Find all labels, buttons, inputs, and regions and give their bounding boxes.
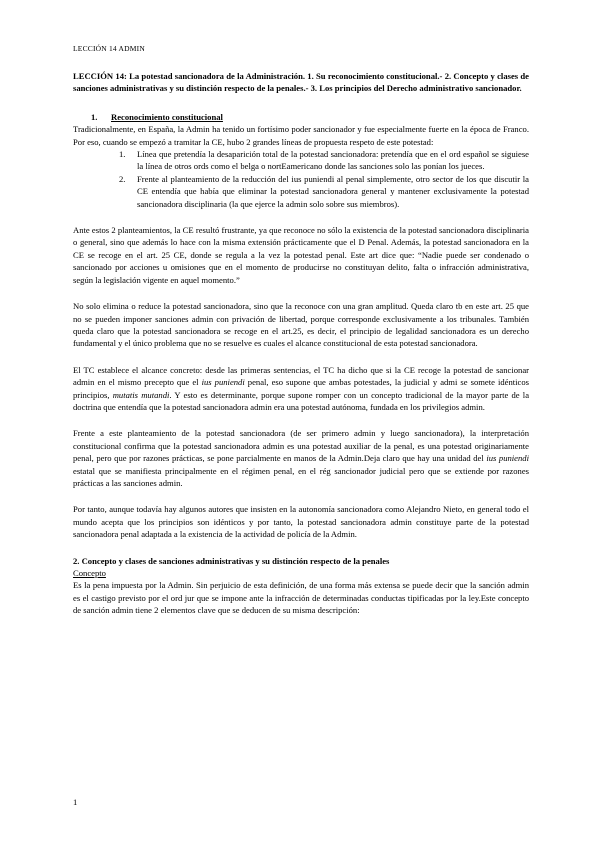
paragraph: Es la pena impuesta por la Admin. Sin perjuicio de esta definición, de una forma más extensa se puede decir que la sanción admin es el castigo previsto por el ord jur que se impone ante la infracción de determinadas conductas tipificadas por la ley.Este concepto de sanción admin tiene 2 elementos clave que se deducen de su misma descripción: <box>73 580 529 616</box>
list-item <box>73 173 529 210</box>
paragraph: No solo elimina o reduce la potestad sancionadora, sino que la reconoce con una gran amplitud. Queda claro tb en este art. 25 que no se pueden imponer sanciones admin con privación de libertad, porque corresponde exclusivamente a los tribunales. También queda claro que la potestad sancionadora se recoge en el art.25, es decir, el principio de legalidad sancionadora es un derecho fundamental y el único problema que no se resuelve es cuales el alcance constitucional de esta potestad sancionadora. <box>73 301 529 349</box>
list-item <box>73 148 529 173</box>
text-run: Frente a este planteamiento de la potestad sancionadora (de ser primero admin y luego sancionadora), la interpretación constitucional confirma que la potestad sancionadora admin es una potestad auxiliar de la penal, es una potestad originariamente penal, pero que por razones prácticas, se pone parcialmente en manos de la Admin.Deja claro que hay una unidad del <box>73 428 529 464</box>
section-1-title: Reconocimiento constitucional <box>111 111 223 122</box>
list-item-number: 1. <box>119 149 126 160</box>
list-item-number: 2. <box>119 173 126 184</box>
paragraph <box>73 427 529 489</box>
text-run: estatal que se manifiesta principalmente en el régimen penal, en el rég sancionador judicial pero que se extiende por razones prácticas a las sanciones admin. <box>73 465 529 488</box>
paragraph: Ante estos 2 planteamientos, la CE resultó frustrante, ya que reconoce no sólo la existencia de la potestad sancionadora disciplinaria o general, sino que además lo hace con la misma extensión prácticamente que el D Penal. Además, la potestad sancionadora en la CE se recoge en el art. 25 CE, donde se regula a la vez la potestad penal. Este art dice que: “Nadie puede ser condenado o sancionado por acciones u omisiones que en el momento de producirse no constituyan delito, falta o infracción administrativa, según la legislación vigente en aquel momento.” <box>73 225 529 285</box>
section-1-heading <box>91 111 529 123</box>
section-2-subheading: Concepto <box>73 568 106 578</box>
text-run: . Y esto es determinante, porque supone romper con un concepto tradicional de la mayor parte de la doctrina que entendía que la potestad sancionadora admin era una potestad autónoma, fundada en los privilegios admin. <box>73 389 530 412</box>
italic-term: ius puniendi <box>486 453 529 464</box>
paragraph: Por tanto, aunque todavía hay algunos autores que insisten en la autonomía sancionadora como Alejandro Nieto, en general todo el mundo acepta que los principios son idénticos y por tanto, la potestad sancionadora admin constituye parte de la potestad sancionadora penal adaptada a la existencia de la actividad de policía de la Admin. <box>73 504 529 540</box>
list-item-text: Frente al planteamiento de la reducción del ius puniendi al penal simplemente, otro sector de los que discutir la CE entendía que había que eliminar la potestad sancionadora general y mantener exclusivamente la potestad sancionadora disciplinaria (la que ejerce la admin solo sobre sus miembros). <box>137 173 529 209</box>
text-run: El TC establece el alcance concreto: desde las primeras sentencias, el TC ha dicho que si la CE recoge la potestad de sancionar admin en el mismo precepto que el <box>73 364 529 388</box>
section-2-heading: 2. Concepto y clases de sanciones administrativas y su distinción respecto de la penales <box>73 555 390 566</box>
section-1-intro: Tradicionalmente, en España, la Admin ha tenido un fortísimo poder sancionador y fue especialmente fuerte en la época de Franco. Por eso, cuando se empezó a tramitar la CE, hubo 2 grandes líneas de propuesta respeto de este potestad: <box>73 124 529 147</box>
lesson-title: LECCIÓN 14: La potestad sancionadora de la Administración. 1. Su reconocimiento constitucional.- 2. Concepto y clases de sanciones administrativas y su distinción respecto de la penales.- 3. Los principios del Derecho administrativo sancionador. <box>73 71 529 94</box>
proposal-list <box>73 148 529 210</box>
document-body <box>73 70 529 617</box>
paragraph <box>73 364 529 414</box>
section-1-number: 1. <box>91 111 98 122</box>
list-item-text: Línea que pretendía la desaparición total de la potestad sancionadora: pretendía que en el ord español se siguiese la línea de otros ords como el belga o nortEamericano donde las sanciones solo las ponían los jueces. <box>137 149 529 172</box>
page-header: LECCIÓN 14 ADMIN <box>73 44 145 53</box>
page-number: 1 <box>73 797 78 807</box>
italic-term: ius puniendi <box>201 377 245 388</box>
italic-term: mutatis mutandi <box>112 389 170 400</box>
text-run: penal, eso supone que ambas potestades, la judicial y admi se somete idénticos principios, <box>73 377 529 400</box>
